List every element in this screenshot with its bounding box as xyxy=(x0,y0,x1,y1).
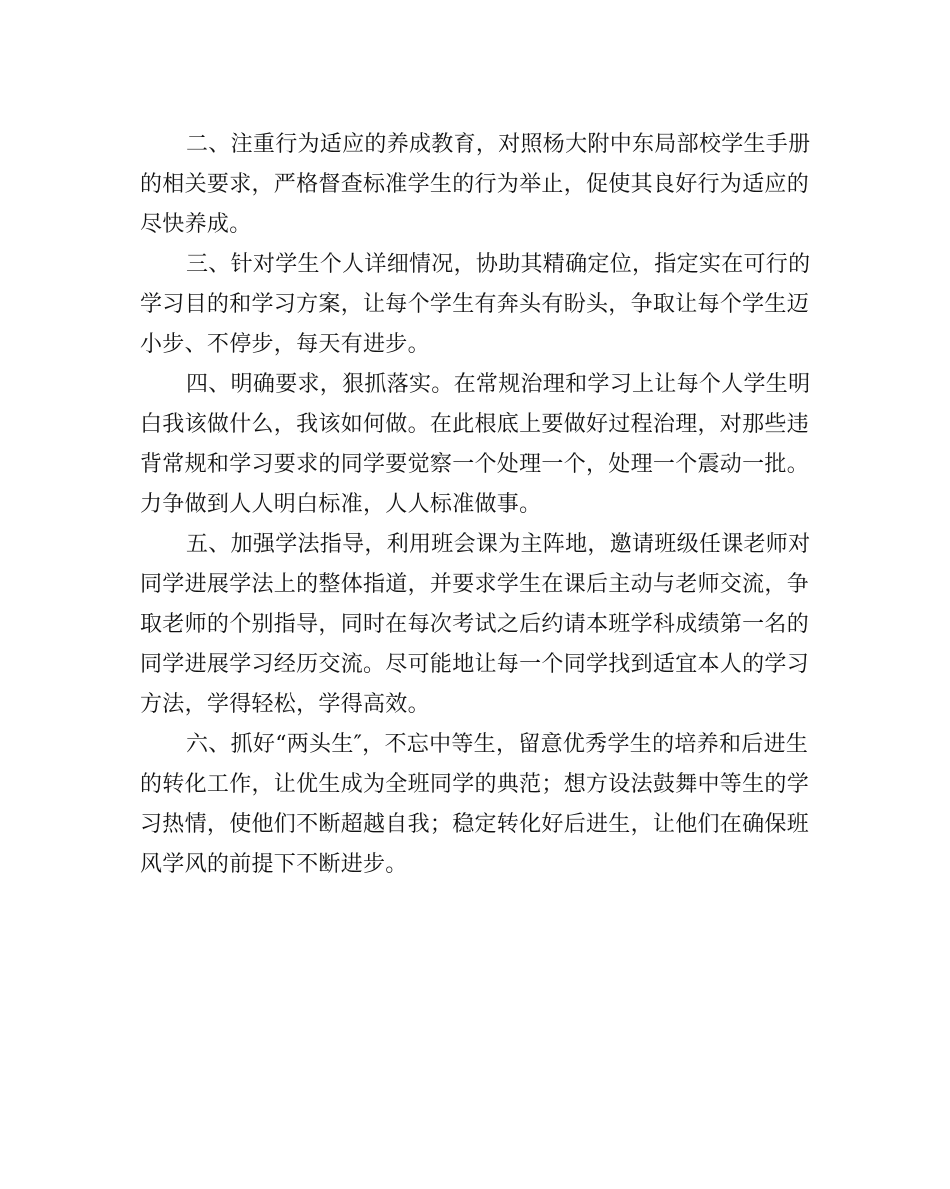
paragraph-6 xyxy=(140,725,812,885)
text-line: 背常规和学习要求的同学要觉察一个处理一个，处理一个震动一批。 xyxy=(140,452,810,477)
text-line: 的转化工作，让优生成为全班同学的典范；想方设法鼓舞中等生的学 xyxy=(140,772,810,797)
paragraph-3 xyxy=(140,245,812,365)
document-body xyxy=(140,125,812,885)
text-line: 风学风的前提下不断进步。 xyxy=(140,852,408,877)
text-line: 六、抓好“两头生″，不忘中等生，留意优秀学生的培养和后进生 xyxy=(186,732,809,757)
text-line: 方法，学得轻松，学得高效。 xyxy=(140,692,430,717)
text-line: 学习目的和学习方案，让每个学生有奔头有盼头，争取让每个学生迈 xyxy=(140,292,810,317)
text-line: 力争做到人人明白标准，人人标准做事。 xyxy=(140,492,542,517)
text-line: 的相关要求，严格督查标准学生的行为举止，促使其良好行为适应的 xyxy=(140,172,810,197)
paragraph-5 xyxy=(140,525,812,725)
paragraph-2 xyxy=(140,125,812,245)
text-line: 取老师的个别指导，同时在每次考试之后约请本班学科成绩第一名的 xyxy=(140,612,810,637)
text-line: 四、明确要求，狠抓落实。在常规治理和学习上让每个人学生明 xyxy=(186,372,811,397)
paragraph-4 xyxy=(140,365,812,525)
text-line: 三、针对学生个人详细情况，协助其精确定位，指定实在可行的 xyxy=(186,252,811,277)
text-line: 同学进展学法上的整体指道，并要求学生在课后主动与老师交流，争 xyxy=(140,572,810,597)
text-line: 二、注重行为适应的养成教育，对照杨大附中东局部校学生手册 xyxy=(186,132,811,157)
text-line: 白我该做什么，我该如何做。在此根底上要做好过程治理，对那些违 xyxy=(140,412,810,437)
text-line: 尽快养成。 xyxy=(140,212,252,237)
text-line: 同学进展学习经历交流。尽可能地让每一个同学找到适宜本人的学习 xyxy=(140,652,810,677)
text-line: 小步、不停步，每天有进步。 xyxy=(140,332,430,357)
text-line: 习热情，使他们不断超越自我；稳定转化好后进生，让他们在确保班 xyxy=(140,812,810,837)
text-line: 五、加强学法指导，利用班会课为主阵地，邀请班级任课老师对 xyxy=(186,532,811,557)
